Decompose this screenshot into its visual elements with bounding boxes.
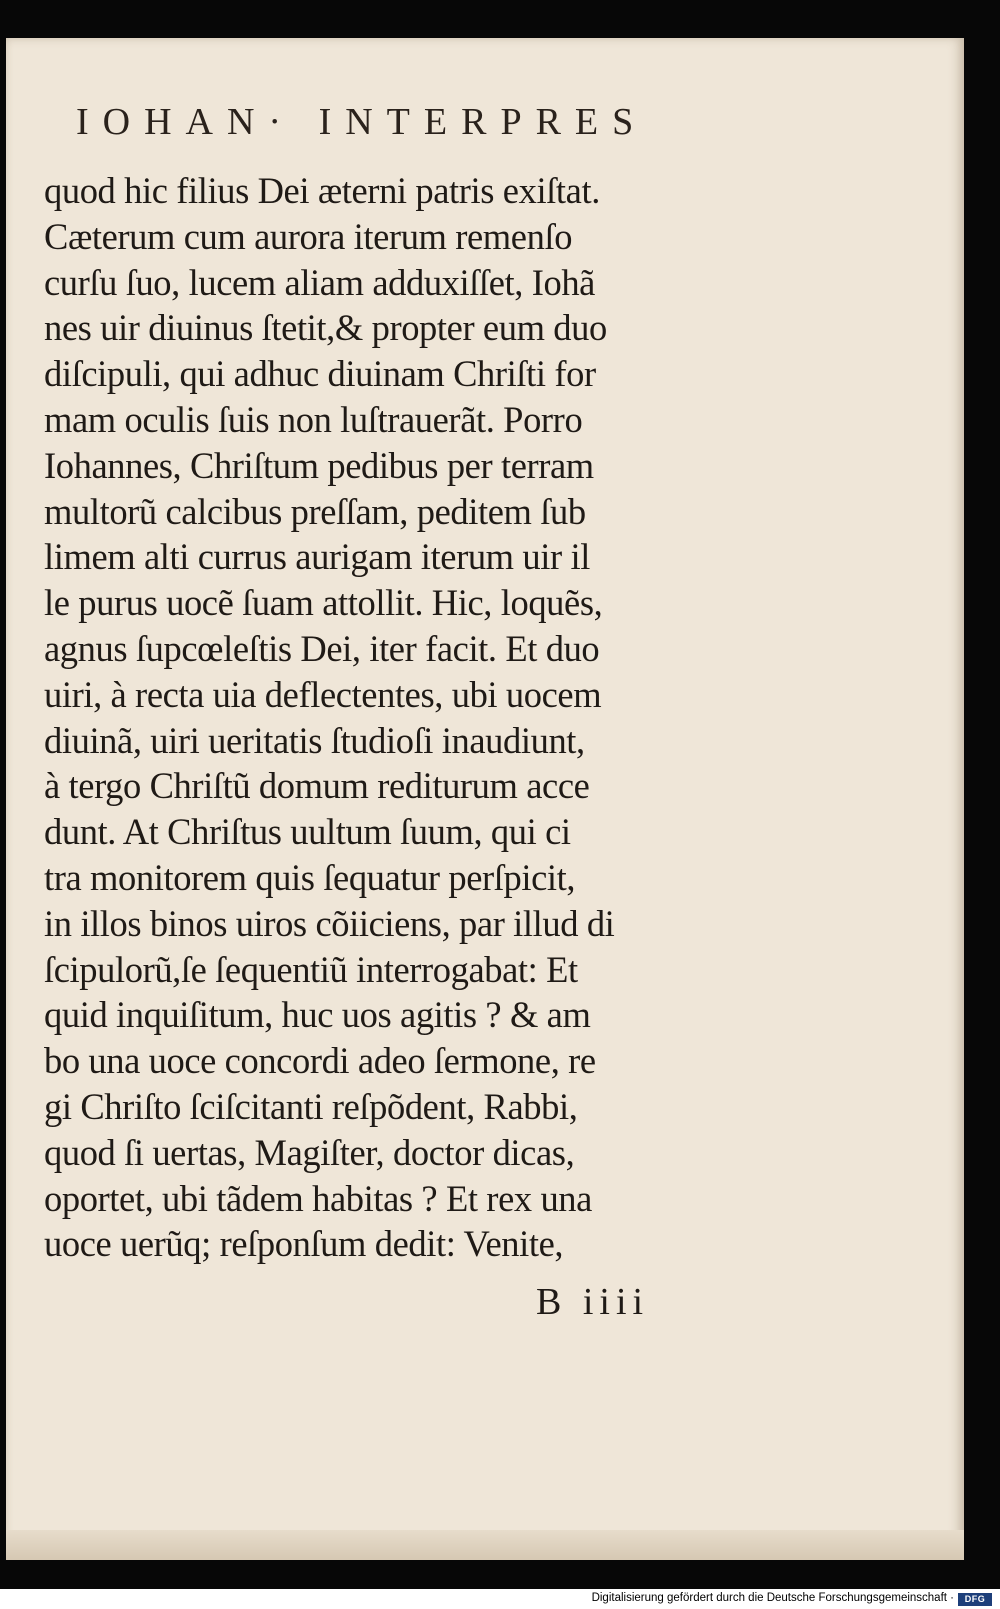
text-line: à tergo Chriſtũ domum rediturum acce — [44, 765, 590, 807]
text-line: nes uir diuinus ſtetit,& propter eum duo — [44, 307, 607, 349]
body-text — [44, 168, 704, 1267]
text-line: curſu ſuo, lucem aliam adduxiſſet, Iohã — [44, 261, 595, 303]
text-line: diſcipuli, qui adhuc diuinam Chriſti for — [44, 353, 596, 395]
footer-credit: Digitalisierung gefördert durch die Deutsche Forschungsgemeinschaft · — [591, 1592, 954, 1604]
text-line: quid inquiſitum, huc uos agitis ? & am — [44, 994, 591, 1036]
text-line: uiri, à recta uia deflectentes, ubi uocem — [44, 673, 602, 715]
signature-mark: B iiii — [536, 1281, 650, 1323]
text-line: ſcipulorũ,ſe ſequentiũ interrogabat: Et — [44, 948, 578, 990]
page-bottom-edge — [6, 1530, 964, 1560]
text-line: le purus uocẽ ſuam attollit. Hic, loquẽs, — [44, 582, 603, 624]
dfg-logo: DFG — [958, 1593, 992, 1606]
text-line: gi Chriſto ſciſcitanti reſpõdent, Rabbi, — [44, 1085, 578, 1127]
text-line: in illos binos uiros cõiiciens, par illud di — [44, 902, 615, 944]
text-line: multorũ calcibus preſſam, peditem ſub — [44, 490, 586, 532]
running-head: IOHAN· INTERPRES — [76, 101, 648, 143]
text-line: agnus ſupcœleſtis Dei, iter facit. Et duo — [44, 627, 600, 669]
text-line: limem alti currus aurigam iterum uir il — [44, 536, 590, 578]
text-line: dunt. At Chriſtus uultum ſuum, qui ci — [44, 811, 571, 853]
text-line: oportet, ubi tãdem habitas ? Et rex una — [44, 1177, 592, 1219]
text-line: Cæterum cum aurora iterum remenſo — [44, 215, 573, 257]
text-line: bo una uoce concordi adeo ſermone, re — [44, 1040, 596, 1082]
text-line: Iohannes, Chriſtum pedibus per terram — [44, 444, 594, 486]
text-line: quod ſi uertas, Magiſter, doctor dicas, — [44, 1131, 575, 1173]
text-line: mam oculis ſuis non luſtrauerãt. Porro — [44, 398, 583, 440]
text-line: tra monitorem quis ſequatur perſpicit, — [44, 856, 576, 898]
text-line: diuinã, uiri ueritatis ſtudioſi inaudiunt, — [44, 719, 585, 761]
text-line: quod hic filius Dei æterni patris exiſtat. — [44, 170, 600, 211]
text-line: uoce uerũq; reſponſum dedit: Venite, — [44, 1223, 564, 1265]
